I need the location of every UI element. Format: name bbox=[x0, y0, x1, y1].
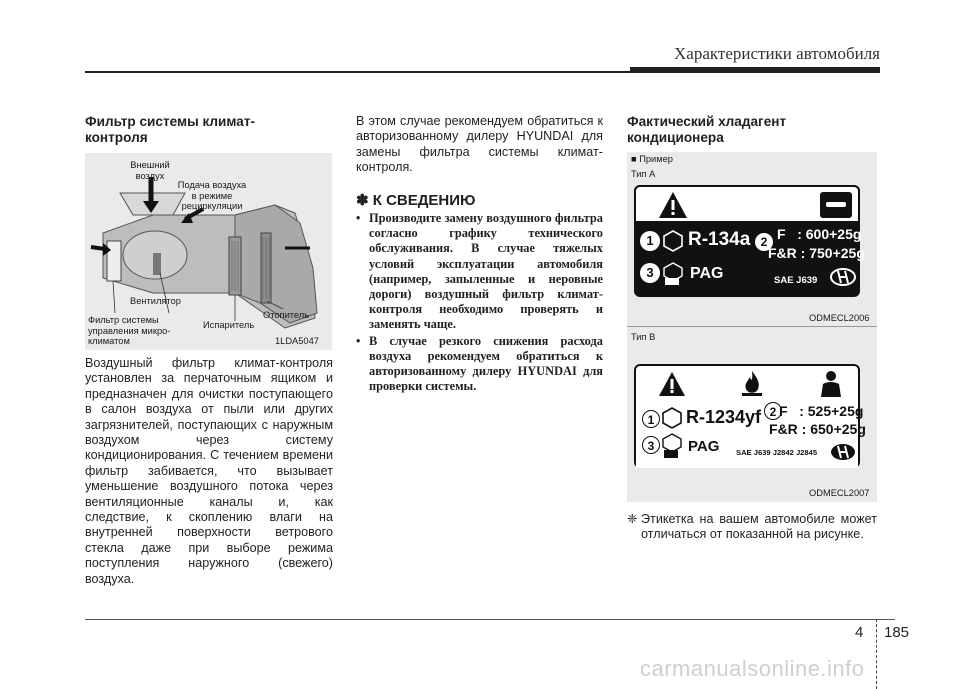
info-bullet-text: В случае резкого снижения расхода воздуха рекомендуем обратиться к авторизованному дилеру HYUNDAI для проверки системы. bbox=[369, 333, 603, 394]
type-a-code: ODMECL2006 bbox=[809, 313, 870, 323]
type-a-refrigerant: R-134a bbox=[688, 229, 751, 250]
info-bullet-text: Производите замену воздушного фильтра согласно графику технического обслуживания. В случае тяжелых условий эксплуатации автомобиля (например, запыленные и неровные дороги) воздушный фильтр климат-контроля необходимо проверять и заменять чаще. bbox=[369, 211, 603, 332]
marker-1: 1 bbox=[640, 231, 660, 251]
info-bullet-item bbox=[356, 334, 603, 395]
hyundai-logo-icon bbox=[830, 267, 856, 287]
watermark: carmanualsonline.info bbox=[640, 656, 865, 681]
footer-dashed-divider bbox=[876, 619, 877, 689]
label-note-text: Этикетка на вашем автомобиле может отличаться от показанной на рисунке. bbox=[641, 512, 877, 542]
marker-2: 2 bbox=[755, 233, 773, 251]
footer-rule bbox=[85, 619, 895, 620]
oil-can-icon bbox=[661, 432, 683, 460]
asterisk-icon: ✽ bbox=[356, 192, 369, 209]
flammable-icon bbox=[738, 369, 766, 397]
type-b-code: ODMECL2007 bbox=[809, 488, 870, 498]
service-manual-icon bbox=[818, 190, 854, 220]
figure-divider bbox=[627, 326, 877, 327]
dealer-recommendation bbox=[356, 114, 603, 176]
type-a-front-charge: F : 600+25g bbox=[777, 226, 862, 242]
refrigerant-label-figure bbox=[627, 152, 877, 502]
filter-description bbox=[85, 356, 333, 587]
info-bullet-list bbox=[356, 211, 603, 394]
type-b-front-rear-charge: F&R : 650+25g bbox=[769, 421, 866, 437]
label-note bbox=[627, 512, 877, 543]
label-climate-filter: Фильтр системы управления микро- климатом bbox=[88, 315, 171, 346]
label-note-item bbox=[627, 512, 877, 543]
info-heading-text: К СВЕДЕНИЮ bbox=[372, 192, 476, 209]
type-b-sae: SAE J639 J2842 J2845 bbox=[736, 448, 818, 457]
chapter-number: 4 bbox=[855, 624, 864, 641]
example-label: ■ Пример bbox=[631, 154, 673, 164]
warning-triangle-icon bbox=[658, 371, 686, 397]
type-a-sae: SAE J639 bbox=[774, 275, 818, 286]
label-heater: Отопитель bbox=[263, 310, 310, 320]
note-asterisk-icon: ❈ bbox=[627, 512, 638, 526]
marker-2: 2 bbox=[764, 402, 782, 420]
type-b-oil: PAG bbox=[688, 438, 720, 455]
label-fan: Вентилятор bbox=[130, 296, 181, 306]
type-b-label: Тип В bbox=[631, 332, 656, 342]
hyundai-logo-icon bbox=[830, 442, 856, 462]
figure-code: 1LDA5047 bbox=[275, 336, 319, 346]
section-heading-refrigerant: Фактический хладагент кондиционера bbox=[627, 114, 787, 145]
marker-3: 3 bbox=[642, 436, 660, 454]
dealer-recommendation-text: В этом случае рекомендуем обратиться к авторизованному дилеру HYUNDAI для замены фильтра системы климат-контроля. bbox=[356, 114, 603, 175]
section-heading-filter: Фильтр системы климат- контроля bbox=[85, 114, 256, 145]
type-a-label-card bbox=[634, 185, 865, 297]
type-a-warning-strip bbox=[634, 185, 860, 223]
refrigerant-molecule-icon bbox=[661, 406, 683, 430]
page-number: 185 bbox=[884, 624, 910, 641]
header-rule bbox=[85, 71, 880, 73]
refrigerant-molecule-icon bbox=[662, 229, 684, 253]
label-outside-air: Внешний воздух bbox=[130, 160, 170, 181]
type-b-label-card bbox=[634, 364, 866, 468]
label-recirculation-air: Подача воздуха в режиме рециркуляции bbox=[177, 180, 247, 211]
service-technician-icon bbox=[816, 369, 846, 399]
filter-description-text: Воздушный фильтр климат-контроля установлен за перчаточным ящиком и предназначен для очистки поступающего в салон воздуха от пыли или других загрязнителей, поступающих с наружным воздухом через систему кондиционирования. С течением времени фильтр забивается, что вызывает уменьшение воздушного потока через вентиляционные каналы и, как следствие, к скоплению влаги на внутренней поверхности ветрового стекла даже при выборе режима поступления наружного (свежего) воздуха. bbox=[85, 356, 333, 586]
info-bullet-item bbox=[356, 211, 603, 333]
type-b-front-charge: F : 525+25g bbox=[779, 403, 864, 419]
marker-1: 1 bbox=[642, 410, 660, 428]
type-b-refrigerant: R-1234yf bbox=[686, 407, 762, 427]
type-a-front-rear-charge: F&R : 750+25g bbox=[768, 245, 865, 261]
warning-triangle-icon bbox=[658, 191, 688, 219]
label-evaporator: Испаритель bbox=[203, 320, 255, 330]
info-heading bbox=[356, 191, 476, 209]
bullet-dot-icon: • bbox=[356, 211, 361, 225]
running-header: Характеристики автомобиля bbox=[674, 44, 880, 63]
filter-figure bbox=[85, 153, 332, 350]
type-a-oil: PAG bbox=[690, 265, 724, 282]
marker-3: 3 bbox=[640, 263, 660, 283]
bullet-dot-icon: • bbox=[356, 333, 361, 348]
type-a-label: Тип А bbox=[631, 169, 656, 179]
oil-can-icon bbox=[662, 261, 684, 287]
